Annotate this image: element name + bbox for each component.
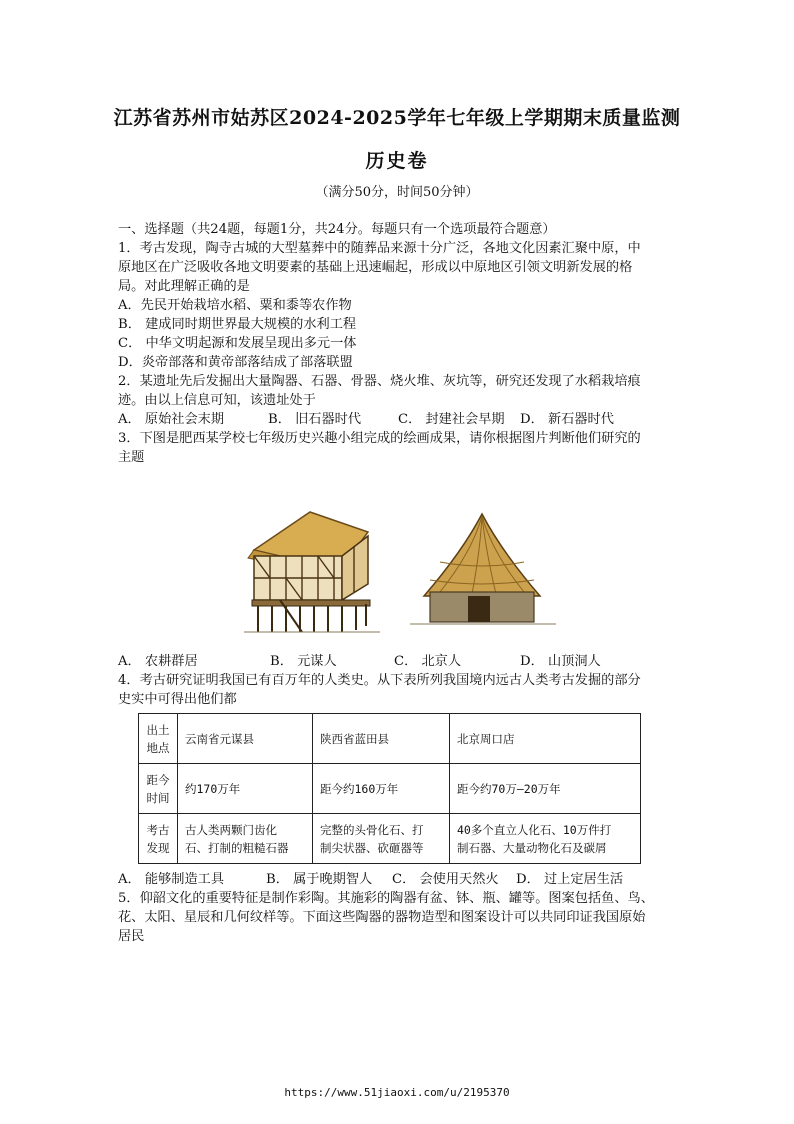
q3-option-a: A． 农耕群居	[118, 654, 198, 669]
q1-option-c: C． 中华文明起源和发展呈现出多元一体	[118, 336, 357, 351]
q4-line: 史实中可得出他们都	[118, 692, 237, 707]
q2-option-a: A． 原始社会末期	[118, 412, 225, 427]
questions-block-3	[118, 870, 678, 946]
exam-title: 江苏省苏州市姑苏区2024-2025学年七年级上学期期末质量监测	[113, 107, 681, 129]
section-heading: 一、选择题（共24题，每题1分，共24分。每题只有一个选项最符合题意）	[118, 222, 556, 237]
q4-option-d: D． 过上定居生活	[516, 872, 624, 887]
q5-line: 居民	[118, 929, 145, 944]
q3-option-d: D． 山顶洞人	[520, 654, 601, 669]
row-header: 考古 发现	[139, 814, 178, 864]
q4-option-c: C． 会使用天然火	[392, 872, 499, 887]
q2-option-c: C． 封建社会早期	[398, 412, 505, 427]
q3-options	[118, 652, 678, 671]
q1-option-b: B． 建成同时期世界最大规模的水利工程	[118, 317, 357, 332]
table-cell: 古人类两颗门齿化 石、打制的粗糙石器	[178, 814, 313, 864]
table-row	[139, 764, 641, 814]
table-cell: 约170万年	[178, 764, 313, 814]
table-cell: 40多个直立人化石、10万件打 制石器、大量动物化石及碳屑	[450, 814, 641, 864]
table-cell: 距今约70万—20万年	[450, 764, 641, 814]
q4-option-b: B． 属于晚期智人	[266, 872, 373, 887]
q4-line: 4．考古研究证明我国已有百万年的人类史。从下表所列我国境内远古人类考古发掘的部分	[118, 673, 641, 688]
q1-line: 局。对此理解正确的是	[118, 279, 250, 294]
q2-line: 2．某遗址先后发掘出大量陶器、石器、骨器、烧火堆、灰坑等，研究还发现了水稻栽培痕	[118, 374, 641, 389]
exam-score-time: （满分50分，时间50分钟）	[315, 185, 479, 200]
q4-options	[118, 870, 678, 889]
questions-block-1	[118, 220, 678, 467]
q2-options	[118, 410, 678, 429]
table-row	[139, 814, 641, 864]
q3-option-c: C． 北京人	[394, 654, 462, 669]
q1-option-d: D．炎帝部落和黄帝部落结成了部落联盟	[118, 355, 353, 370]
table-cell: 陕西省蓝田县	[313, 714, 450, 764]
q1-line: 原地区在广泛吸收各地文明要素的基础上迅速崛起，形成以中原地区引领文明新发展的格	[118, 260, 633, 275]
q5-line: 5．仰韶文化的重要特征是制作彩陶。其施彩的陶器有盆、钵、瓶、罐等。图案包括鱼、鸟、	[118, 891, 654, 906]
q3-line: 主题	[118, 450, 145, 465]
q3-figure-dwellings	[240, 492, 560, 642]
q2-line: 迹。由以上信息可知，该遗址处于	[118, 393, 316, 408]
q2-option-b: B． 旧石器时代	[268, 412, 362, 427]
footer-url: https://www.51jiaoxi.com/u/2195370	[284, 1086, 510, 1099]
table-cell: 完整的头骨化石、打 制尖状器、砍砸器等	[313, 814, 450, 864]
table-cell: 北京周口店	[450, 714, 641, 764]
q1-line: 1．考古发现，陶寺古城的大型墓葬中的随葬品来源十分广泛，各地文化因素汇聚中原，中	[118, 241, 641, 256]
thatched-hut-drawing	[410, 514, 556, 624]
q3-option-b: B． 元谋人	[270, 654, 337, 669]
row-header: 距今 时间	[139, 764, 178, 814]
row-header: 出土 地点	[139, 714, 178, 764]
table-cell: 云南省元谋县	[178, 714, 313, 764]
questions-block-2	[118, 652, 678, 709]
q4-option-a: A． 能够制造工具	[118, 872, 225, 887]
table-cell: 距今约160万年	[313, 764, 450, 814]
q5-line: 花、太阳、星辰和几何纹样等。下面这些陶器的器物造型和图案设计可以共同印证我国原始	[118, 910, 646, 925]
q3-line: 3．下图是肥西某学校七年级历史兴趣小组完成的绘画成果，请你根据图片判断他们研究的	[118, 431, 641, 446]
q1-option-a: A．先民开始栽培水稻、粟和黍等农作物	[118, 298, 352, 313]
table-row	[139, 714, 641, 764]
q4-table	[138, 713, 641, 864]
stilt-house-drawing	[244, 512, 380, 632]
exam-subject: 历史卷	[365, 150, 429, 172]
q2-option-d: D． 新石器时代	[520, 412, 614, 427]
